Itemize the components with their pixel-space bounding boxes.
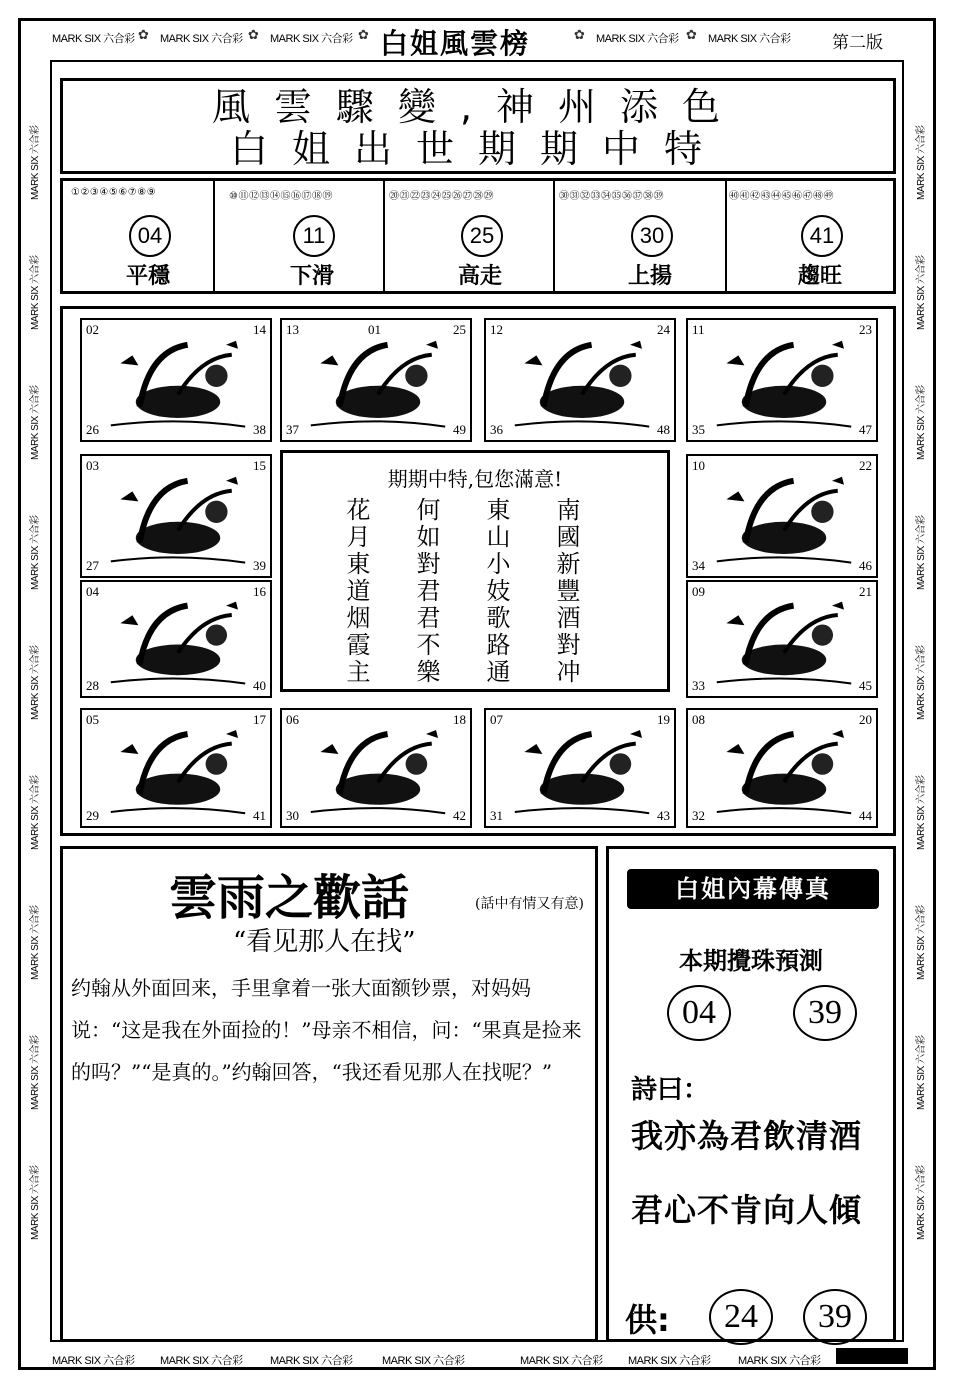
story-title: 雲雨之歡話: [169, 870, 410, 926]
picture-tile: [80, 318, 272, 442]
pick-number: 11: [293, 215, 335, 257]
watermark: MARK SIX 六合彩: [52, 33, 135, 45]
side-box: [606, 846, 896, 1342]
tile-number: 34: [692, 558, 705, 573]
tile-number: 45: [859, 678, 872, 693]
poem-column: [551, 497, 580, 686]
tile-number: 24: [657, 322, 670, 337]
poem-column-text: 南國新豐酒對冲: [552, 497, 580, 686]
pick-number: 41: [801, 215, 843, 257]
column-divider: [213, 181, 215, 291]
watermark: MARK SIX 六合彩: [270, 33, 353, 45]
watermark: MARK SIX 六合彩: [30, 1035, 41, 1110]
watermark: MARK SIX 六合彩: [520, 1355, 603, 1367]
poem-column-text: 花月東道烟霞主: [342, 497, 370, 686]
prediction-number: 04: [667, 985, 731, 1041]
tile-number: 27: [86, 558, 99, 573]
tile-number: 08: [692, 712, 705, 727]
ink-painting: [82, 456, 272, 578]
watermark: MARK SIX 六合彩: [916, 255, 927, 330]
poem-column: [481, 497, 510, 686]
pick-number: 25: [461, 215, 503, 257]
poem-box: [280, 450, 670, 692]
number-group: ㊵㊶㊷㊸㊹㊺㊻㊼㊽㊾: [729, 191, 834, 202]
column-divider: [383, 181, 385, 291]
pick-label: 下滑: [289, 264, 334, 289]
ink-painting: [688, 710, 878, 828]
picture-tile: [686, 318, 878, 442]
tile-number: 22: [859, 458, 872, 473]
watermark: MARK SIX 六合彩: [30, 125, 41, 200]
picture-tile: [280, 318, 472, 442]
tile-number: 01: [368, 322, 381, 337]
watermark: MARK SIX 六合彩: [30, 1165, 41, 1240]
tile-number: 19: [657, 712, 670, 727]
page-title: 白姐風雲榜: [380, 27, 531, 60]
watermark: MARK SIX 六合彩: [916, 1035, 927, 1110]
watermark: MARK SIX 六合彩: [30, 255, 41, 330]
tile-number: 36: [490, 422, 503, 437]
tile-number: 05: [86, 712, 99, 727]
ink-painting: [282, 710, 472, 828]
bottom-bar: [836, 1348, 908, 1364]
tile-number: 10: [692, 458, 705, 473]
watermark: MARK SIX 六合彩: [708, 33, 791, 45]
tile-number: 39: [253, 558, 266, 573]
slogan-line-2: 白姐出世期期中特: [229, 127, 726, 171]
watermark: MARK SIX 六合彩: [738, 1355, 821, 1367]
tile-number: 33: [692, 678, 705, 693]
watermark: MARK SIX 六合彩: [30, 515, 41, 590]
tile-number: 06: [286, 712, 299, 727]
poem-label: 詩曰：: [631, 1075, 710, 1105]
tile-number: 25: [453, 322, 466, 337]
story-box: [60, 846, 598, 1342]
column-divider: [725, 181, 727, 291]
picture-tile: [484, 318, 676, 442]
tile-number: 38: [253, 422, 266, 437]
ink-painting: [688, 582, 878, 698]
watermark: MARK SIX 六合彩: [270, 1355, 353, 1367]
edition-label: 第二版: [832, 33, 883, 53]
pick-label: 上揚: [627, 264, 672, 289]
tile-number: 48: [657, 422, 670, 437]
tile-number: 30: [286, 808, 299, 823]
flower-icon: ✿: [574, 28, 585, 43]
picture-tile: [484, 708, 676, 828]
poem-line: 我亦為君飲清酒: [631, 1117, 863, 1155]
column-divider: [553, 181, 555, 291]
prediction-title: 本期攪珠預測: [679, 947, 823, 975]
tile-number: 31: [490, 808, 503, 823]
watermark: MARK SIX 六合彩: [30, 645, 41, 720]
tile-number: 16: [253, 584, 266, 599]
watermark: MARK SIX 六合彩: [916, 775, 927, 850]
tile-number: 49: [453, 422, 466, 437]
story-body: 约翰从外面回来，手里拿着一张大面额钞票，对妈妈说：“这是我在外面捡的！”母亲不相信，问：“果真是捡来的吗？”“是真的。”约翰回答，“我还看见那人在找呢？”: [71, 976, 582, 1084]
poem-title: 期期中特,包您滿意!: [387, 467, 563, 491]
prediction-number: 39: [793, 985, 857, 1041]
ink-painting: [486, 710, 676, 828]
tile-number: 11: [692, 322, 705, 337]
ink-painting: [282, 320, 472, 442]
watermark: MARK SIX 六合彩: [916, 385, 927, 460]
offer-number: 39: [803, 1289, 867, 1345]
side-header: 白姐內幕傳真: [627, 869, 879, 909]
poem-column: [341, 497, 370, 686]
tile-number: 17: [253, 712, 266, 727]
tile-number: 44: [859, 808, 872, 823]
watermark: MARK SIX 六合彩: [628, 1355, 711, 1367]
tile-number: 20: [859, 712, 872, 727]
tile-number: 29: [86, 808, 99, 823]
tile-number: 37: [286, 422, 299, 437]
watermark: MARK SIX 六合彩: [916, 125, 927, 200]
watermark: MARK SIX 六合彩: [596, 33, 679, 45]
watermark: MARK SIX 六合彩: [30, 905, 41, 980]
watermark: MARK SIX 六合彩: [160, 1355, 243, 1367]
flower-icon: ✿: [138, 28, 149, 43]
poem-line: 君心不肯向人傾: [631, 1191, 863, 1229]
ink-painting: [688, 320, 878, 442]
watermark: MARK SIX 六合彩: [916, 1165, 927, 1240]
number-group: ⑳㉑㉒㉓㉔㉕㉖㉗㉘㉙: [389, 191, 494, 202]
pick-number: 30: [631, 215, 673, 257]
picture-tile: [686, 708, 878, 828]
story-subtitle: “看见那人在找”: [233, 927, 416, 957]
story-note: (話中有情又有意): [475, 896, 584, 912]
slogan-banner: [60, 78, 896, 174]
number-group: ⑩⑪⑫⑬⑭⑮⑯⑰⑱⑲: [229, 191, 333, 202]
ink-painting: [688, 456, 878, 578]
tile-number: 09: [692, 584, 705, 599]
tile-number: 18: [453, 712, 466, 727]
tile-number: 03: [86, 458, 99, 473]
number-group: ①②③④⑤⑥⑦⑧⑨: [71, 187, 157, 198]
flower-icon: ✿: [248, 28, 259, 43]
watermark: MARK SIX 六合彩: [382, 1355, 465, 1367]
ball-strip: [60, 178, 896, 294]
tile-number: 15: [253, 458, 266, 473]
tile-number: 32: [692, 808, 705, 823]
tile-number: 28: [86, 678, 99, 693]
pick-label: 平穩: [125, 264, 170, 289]
offer-number: 24: [709, 1289, 773, 1345]
tile-number: 14: [253, 322, 266, 337]
tile-number: 07: [490, 712, 503, 727]
watermark: MARK SIX 六合彩: [30, 385, 41, 460]
pick-number: 04: [129, 215, 171, 257]
tile-number: 35: [692, 422, 705, 437]
slogan-line-1: 風雲驟變,神州添色: [211, 85, 745, 129]
picture-tile: [80, 454, 272, 578]
pick-label: 高走: [457, 264, 502, 289]
flower-icon: ✿: [686, 28, 697, 43]
poem-column-text: 何如對君君不樂: [412, 497, 440, 686]
picture-tile: [686, 580, 878, 698]
tile-number: 46: [859, 558, 872, 573]
watermark: MARK SIX 六合彩: [916, 905, 927, 980]
watermark: MARK SIX 六合彩: [30, 775, 41, 850]
tile-number: 13: [286, 322, 299, 337]
ink-painting: [82, 710, 272, 828]
tile-number: 40: [253, 678, 266, 693]
ink-painting: [82, 320, 272, 442]
ink-painting: [82, 582, 272, 698]
poem-column: [411, 497, 440, 686]
watermark: MARK SIX 六合彩: [916, 645, 927, 720]
tile-number: 41: [253, 808, 266, 823]
tile-number: 02: [86, 322, 99, 337]
number-group: ㉚㉛㉜㉝㉞㉟㊱㊲㊳㊴: [559, 191, 664, 202]
watermark: MARK SIX 六合彩: [916, 515, 927, 590]
poem-column-text: 東山小妓歌路通: [482, 497, 510, 686]
picture-tile: [280, 708, 472, 828]
tile-number: 04: [86, 584, 99, 599]
offer-label: 供:: [625, 1301, 670, 1339]
pick-label: 趨旺: [797, 264, 842, 289]
watermark: MARK SIX 六合彩: [160, 33, 243, 45]
tile-number: 12: [490, 322, 503, 337]
picture-tile: [80, 580, 272, 698]
ink-painting: [486, 320, 676, 442]
tile-number: 23: [859, 322, 872, 337]
picture-tile: [80, 708, 272, 828]
tile-number: 43: [657, 808, 670, 823]
flower-icon: ✿: [358, 28, 369, 43]
tile-number: 47: [859, 422, 872, 437]
tile-number: 42: [453, 808, 466, 823]
tile-number: 26: [86, 422, 99, 437]
picture-tile: [686, 454, 878, 578]
tile-number: 21: [859, 584, 872, 599]
watermark: MARK SIX 六合彩: [52, 1355, 135, 1367]
